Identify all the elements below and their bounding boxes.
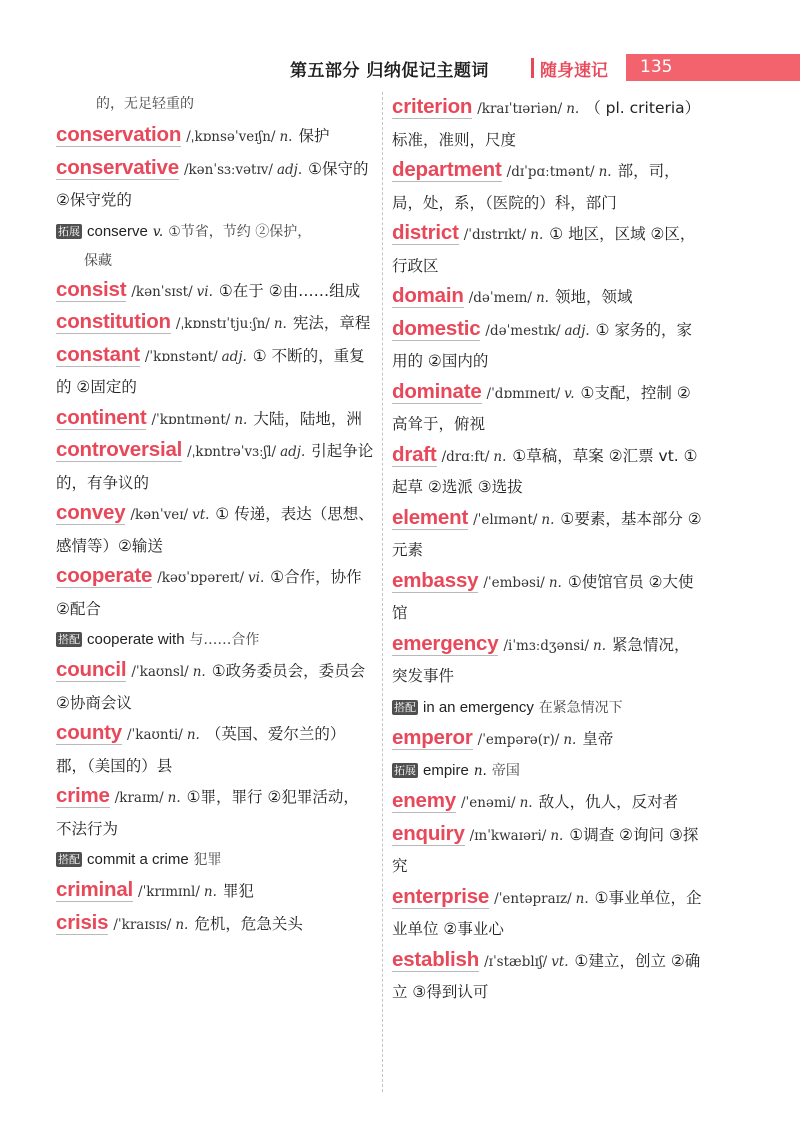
usage-meaning: 犯罪	[193, 852, 222, 868]
entry-domain	[392, 281, 702, 314]
left-column	[56, 92, 374, 940]
phonetic: /ɪnˈkwaɪəri/	[469, 827, 547, 844]
page-title: 第五部分 归纳促记主题词	[290, 61, 489, 81]
phonetic: /dɪˈpɑːtmənt/	[506, 164, 595, 180]
definition: ①使馆官员 ②大使馆	[392, 572, 694, 622]
phonetic: /kənˈveɪ/	[130, 507, 189, 523]
part-of-speech: vt.	[551, 953, 569, 970]
entry-continent	[56, 403, 374, 436]
usage-phrase: commit a crime	[87, 851, 189, 868]
headword: conservative	[56, 155, 179, 179]
definition: （英国、爱尔兰的）郡，（美国的）县	[56, 725, 346, 775]
phonetic: /ˈdɒmɪneɪt/	[486, 385, 561, 402]
definition: 罪犯	[222, 882, 254, 900]
usage-phrase: cooperate with	[87, 631, 185, 648]
headword: cooperate	[56, 564, 153, 587]
entry-emperor	[392, 723, 702, 756]
definition: ①罪，罪行 ②犯罪活动，不法行为	[56, 788, 359, 838]
part-of-speech: n.	[279, 129, 293, 145]
definition: 紧急情况，突发事件	[392, 635, 690, 685]
part-of-speech: n.	[167, 790, 181, 806]
usage-pos: n.	[473, 763, 487, 779]
headword: establish	[392, 947, 480, 971]
part-of-speech: n.	[186, 727, 200, 743]
definition: 部，司，局，处，系，（医院的）科，部门	[392, 162, 680, 212]
usage-note	[56, 216, 374, 247]
definition: ①在于 ②由……组成	[218, 281, 361, 300]
usage-tag: 拓展	[58, 224, 80, 238]
part-of-speech: n.	[530, 227, 544, 243]
headword: criminal	[56, 878, 134, 901]
definition: 领地，领域	[554, 288, 633, 306]
column-divider	[382, 92, 383, 1092]
page-number: 135	[626, 54, 800, 81]
headword: crime	[56, 784, 110, 807]
headword: controversial	[56, 438, 183, 461]
headword: convey	[56, 501, 126, 524]
definition: ①合作，协作 ②配合	[56, 568, 362, 618]
part-of-speech: adj.	[280, 444, 306, 460]
phonetic: /kraɪm/	[114, 790, 164, 806]
carryover-text: 的，无足轻重的	[96, 96, 194, 112]
entry-embassy	[392, 566, 702, 629]
definition: 大陆，陆地，洲	[253, 409, 362, 428]
headword: constitution	[56, 310, 171, 333]
headword: dominate	[392, 379, 482, 403]
headword: county	[56, 721, 122, 744]
part-of-speech: n.	[593, 637, 607, 654]
headword: enemy	[392, 789, 456, 812]
headword: enquiry	[392, 821, 465, 845]
phonetic: /dəˈmestɪk/	[485, 322, 561, 339]
headword: emperor	[392, 725, 473, 749]
entry-consist	[56, 275, 374, 308]
usage-meaning: 帝国	[491, 763, 520, 779]
definition: ①政务委员会，委员会 ②协商会议	[56, 662, 366, 712]
entry-controversial	[56, 435, 374, 498]
part-of-speech: vi.	[248, 570, 265, 586]
part-of-speech: n.	[563, 731, 577, 748]
definition: ①支配，控制 ②高耸于，俯视	[392, 383, 691, 433]
entry-criminal	[56, 875, 374, 908]
definition: ①调查 ②询问 ③探究	[392, 825, 699, 875]
entry-enemy	[392, 786, 702, 819]
part-of-speech: n.	[175, 916, 189, 933]
phonetic: /ˌkɒnsəˈveɪʃn/	[186, 129, 276, 145]
usage-meaning: 在紧急情况下	[538, 699, 623, 716]
headword: district	[392, 221, 459, 244]
definition: ①事业单位，企业单位 ②事业心	[392, 888, 702, 938]
definition: （ pl. criteria）标准，准则，尺度	[392, 99, 701, 149]
phonetic: /ˈkaʊnsl/	[131, 664, 189, 680]
entry-crime	[56, 781, 374, 844]
phonetic: /ˈkraɪsɪs/	[113, 916, 172, 933]
entry-emergency	[392, 629, 702, 692]
phonetic: /kənˈsɪst/	[131, 283, 193, 300]
phonetic: /ˌkɒnstɪˈtjuːʃn/	[175, 316, 270, 332]
phonetic: /ˈempərə(r)/	[477, 731, 560, 748]
right-column	[392, 92, 702, 1008]
section-label: 随身速记	[540, 61, 608, 81]
usage-phrase: in an emergency	[423, 698, 534, 716]
part-of-speech: adj.	[564, 322, 590, 339]
phonetic: /ˈelɪmənt/	[473, 511, 538, 528]
page-header	[290, 54, 800, 84]
phonetic: /ˈenəmi/	[460, 795, 516, 811]
headword: embassy	[392, 568, 479, 592]
phonetic: /kəʊˈɒpəreɪt/	[157, 570, 244, 586]
usage-tag: 搭配	[58, 633, 80, 646]
entry-element	[392, 503, 702, 566]
headword: element	[392, 505, 469, 529]
part-of-speech: n.	[575, 890, 589, 907]
usage-note	[392, 692, 702, 723]
definition: 保护	[298, 127, 330, 145]
definition: 敌人，仇人，反对者	[538, 793, 679, 811]
part-of-speech: n.	[598, 164, 612, 180]
entry-cooperate	[56, 561, 374, 624]
part-of-speech: n.	[234, 411, 248, 428]
headword: emergency	[392, 631, 499, 655]
headword: domestic	[392, 316, 481, 340]
phonetic: /ˈkaʊnti/	[127, 727, 183, 743]
part-of-speech: n.	[203, 884, 217, 900]
definition: ① 不断的，重复的 ②固定的	[56, 346, 365, 396]
usage-meaning-cont: 保藏	[84, 252, 112, 269]
part-of-speech: n.	[535, 290, 549, 306]
part-of-speech: n.	[493, 448, 507, 465]
headword: criterion	[392, 95, 473, 118]
usage-note	[56, 844, 374, 875]
entry-conservative	[56, 153, 374, 216]
definition: 危机，危急关头	[194, 914, 303, 933]
entry-department	[392, 155, 702, 218]
usage-meaning: 与……合作	[189, 632, 260, 648]
headword: consist	[56, 277, 127, 301]
part-of-speech: n.	[541, 511, 555, 528]
entry-convey	[56, 498, 374, 561]
part-of-speech: n.	[548, 574, 562, 591]
entry-crisis	[56, 908, 374, 941]
phonetic: /ˌkɒntrəˈvɜːʃl/	[187, 444, 277, 460]
usage-tag: 拓展	[394, 764, 416, 777]
part-of-speech: n.	[273, 316, 287, 332]
headword: department	[392, 158, 502, 181]
entry-criterion	[392, 92, 702, 155]
phonetic: /ˈembəsi/	[483, 574, 545, 591]
headword: conservation	[56, 123, 182, 146]
part-of-speech: n.	[550, 827, 564, 844]
entry-establish	[392, 945, 702, 1008]
definition: ①建立，创立 ②确立 ③得到认可	[392, 951, 701, 1001]
phonetic: /drɑːft/	[441, 448, 490, 465]
definition: 引起争论的，有争议的	[56, 442, 374, 492]
phonetic: /dəˈmeɪn/	[468, 290, 532, 306]
entry-constitution	[56, 307, 374, 340]
headword: enterprise	[392, 884, 490, 908]
usage-phrase: empire	[423, 762, 469, 779]
entry-constant	[56, 340, 374, 403]
usage-meaning: ①节省，节约 ②保护，	[168, 223, 312, 240]
headword: council	[56, 658, 127, 681]
entry-conservation	[56, 120, 374, 153]
headword: draft	[392, 442, 437, 466]
entry-council	[56, 655, 374, 718]
part-of-speech: n.	[566, 101, 580, 117]
phonetic: /ɪˈstæblɪʃ/	[484, 953, 548, 970]
part-of-speech: vi.	[196, 283, 213, 300]
usage-note	[392, 755, 702, 786]
phonetic: /kənˈsɜːvətɪv/	[183, 161, 273, 178]
definition: ① 地区，区域 ②区，行政区	[392, 225, 696, 275]
phonetic: /kraɪˈtɪəriən/	[477, 101, 563, 117]
header-separator	[531, 58, 534, 78]
part-of-speech: n.	[519, 795, 533, 811]
definition: ①保守的 ②保守党的	[56, 159, 369, 209]
usage-tag: 搭配	[394, 700, 416, 714]
headword: crisis	[56, 910, 109, 934]
usage-note	[56, 624, 374, 655]
phonetic: /ˈentəpraɪz/	[494, 890, 572, 907]
entry-domestic	[392, 314, 702, 377]
definition: ①草稿，草案 ②汇票 vt. ①起草 ②选派 ③选拔	[392, 446, 698, 496]
part-of-speech: adj.	[276, 161, 303, 178]
phonetic: /iˈmɜːdʒənsi/	[503, 637, 590, 654]
definition: ①要素，基本部分 ②元素	[392, 509, 702, 559]
definition: 宪法，章程	[292, 314, 371, 332]
entry-district	[392, 218, 702, 281]
part-of-speech: v.	[564, 385, 575, 402]
entry-county	[56, 718, 374, 781]
headword: domain	[392, 284, 464, 307]
entry-dominate	[392, 377, 702, 440]
headword: continent	[56, 405, 147, 429]
part-of-speech: vt.	[192, 507, 210, 523]
phonetic: /ˈkɒnstənt/	[144, 348, 218, 365]
part-of-speech: n.	[192, 664, 206, 680]
usage-pos: v.	[152, 223, 164, 240]
phonetic: /ˈdɪstrɪkt/	[463, 227, 527, 243]
definition: ① 传递，表达（思想、感情等）②输送	[56, 505, 374, 555]
definition: 皇帝	[582, 729, 614, 748]
usage-phrase: conserve	[87, 222, 148, 240]
usage-tag: 搭配	[58, 853, 80, 866]
headword: constant	[56, 342, 140, 366]
definition: ① 家务的，家用的 ②国内的	[392, 320, 692, 370]
phonetic: /ˈkrɪmɪnl/	[138, 884, 200, 900]
entry-enterprise	[392, 882, 702, 945]
entry-draft	[392, 440, 702, 503]
part-of-speech: adj.	[221, 348, 247, 365]
phonetic: /ˈkɒntɪnənt/	[151, 411, 231, 428]
entry-enquiry	[392, 819, 702, 882]
